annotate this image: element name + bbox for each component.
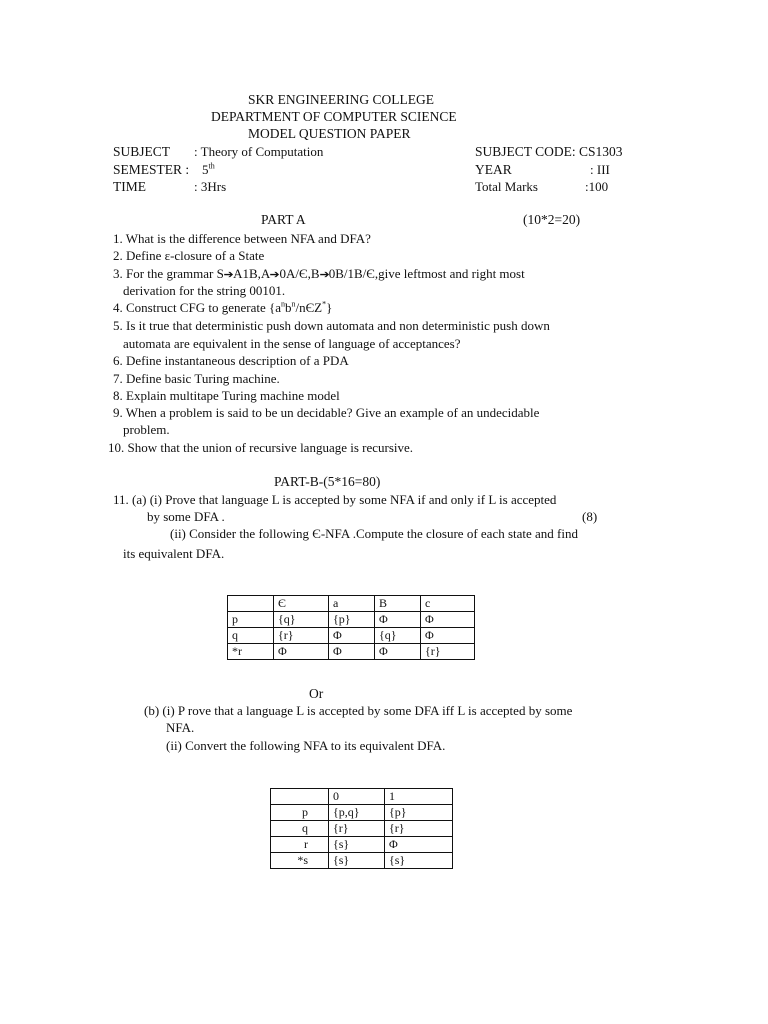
question-9: 9. When a problem is said to be un decidable? Give an example of an undecidable <box>113 405 540 420</box>
question-3: 3. For the grammar S➔A1B,A➔0A/Є,B➔0B/1B/Є,give leftmost and right most <box>113 266 525 281</box>
table-cell: {s} <box>329 837 385 853</box>
question-3-cont: derivation for the string 00101. <box>123 283 286 298</box>
table-cell <box>271 789 329 805</box>
question-11a-ii-cont: its equivalent DFA. <box>123 546 225 561</box>
table-row <box>271 821 453 837</box>
question-11b-i: (b) (i) P rove that a language L is accepted by some DFA iff L is accepted by some <box>144 703 573 718</box>
time-value: : 3Hrs <box>194 179 227 194</box>
table-row <box>271 837 453 853</box>
table-cell: Φ <box>385 837 453 853</box>
subject-label: SUBJECT <box>113 144 171 159</box>
table-cell: {p,q} <box>329 805 385 821</box>
table-cell <box>228 596 274 612</box>
table-cell: Φ <box>375 612 421 628</box>
table-cell: 0 <box>329 789 385 805</box>
question-1: 1. What is the difference between NFA and DFA? <box>113 231 371 246</box>
part-b-title: PART-B-(5*16=80) <box>274 474 381 489</box>
paper-title: MODEL QUESTION PAPER <box>248 126 411 141</box>
table-cell: r <box>271 837 329 853</box>
question-9-cont: problem. <box>123 422 170 437</box>
question-11a-i: 11. (a) (i) Prove that language L is accepted by some NFA if and only if L is accepted <box>113 492 557 507</box>
table-cell: Φ <box>421 628 475 644</box>
table-row <box>271 805 453 821</box>
table-cell: Є <box>274 596 329 612</box>
table-cell: {p} <box>329 612 375 628</box>
table-cell: a <box>329 596 375 612</box>
nfa-transition-table <box>270 788 453 869</box>
enfa-transition-table <box>227 595 475 660</box>
question-8: 8. Explain multitape Turing machine model <box>113 388 340 403</box>
question-2: 2. Define ε-closure of a State <box>113 248 265 263</box>
question-4: 4. Construct CFG to generate $\{a^nb^n/nЄZ^*\}$ <box>113 299 333 315</box>
arrow-icon: ➔ <box>319 269 330 281</box>
subject-code: SUBJECT CODE: CS1303 <box>475 144 623 159</box>
table-cell: 1 <box>385 789 453 805</box>
question-11b-ii: (ii) Convert the following NFA to its equivalent DFA. <box>166 738 446 753</box>
year-value: : III <box>590 162 610 177</box>
table-cell: {r} <box>274 628 329 644</box>
table-cell: p <box>228 612 274 628</box>
arrow-icon: ➔ <box>223 269 234 281</box>
table-cell: c <box>421 596 475 612</box>
total-marks-label: Total Marks <box>475 179 538 194</box>
part-a-marks: (10*2=20) <box>523 212 581 227</box>
table-row <box>228 628 475 644</box>
table-cell: q <box>271 821 329 837</box>
table-cell: Φ <box>421 612 475 628</box>
table-row <box>228 596 475 612</box>
year-label: YEAR <box>475 162 512 177</box>
question-5-cont: automata are equivalent in the sense of language of acceptances? <box>123 336 461 351</box>
table-cell: Φ <box>329 644 375 660</box>
table-cell: {p} <box>385 805 453 821</box>
table-cell: Φ <box>375 644 421 660</box>
table-cell: {q} <box>375 628 421 644</box>
table-cell: {r} <box>329 821 385 837</box>
question-6: 6. Define instantaneous description of a PDA <box>113 353 349 368</box>
table-row <box>228 612 475 628</box>
semester-label: SEMESTER : <box>113 162 190 177</box>
subject-value: : Theory of Computation <box>194 144 324 159</box>
question-7: 7. Define basic Turing machine. <box>113 371 280 386</box>
table-row <box>271 789 453 805</box>
table-row <box>271 853 453 869</box>
arrow-icon: ➔ <box>269 269 280 281</box>
table-cell: p <box>271 805 329 821</box>
department-name: DEPARTMENT OF COMPUTER SCIENCE <box>211 109 457 124</box>
question-5: 5. Is it true that deterministic push down automata and non deterministic push down <box>113 318 550 333</box>
question-11a-i-marks: (8) <box>582 509 598 524</box>
table-cell: {s} <box>329 853 385 869</box>
part-a-title: PART A <box>261 212 306 227</box>
table-cell: *s <box>271 853 329 869</box>
question-11b-i-cont: NFA. <box>166 720 195 735</box>
table-cell: {q} <box>274 612 329 628</box>
table-cell: *r <box>228 644 274 660</box>
table-row <box>228 644 475 660</box>
table-cell: Φ <box>274 644 329 660</box>
table-cell: {s} <box>385 853 453 869</box>
question-11a-ii: (ii) Consider the following Є-NFA .Compute the closure of each state and find <box>170 526 579 541</box>
college-name: SKR ENGINEERING COLLEGE <box>248 92 434 107</box>
table-cell: q <box>228 628 274 644</box>
or-separator: Or <box>309 686 324 701</box>
question-10: 10. Show that the union of recursive language is recursive. <box>108 440 414 455</box>
time-label: TIME <box>113 179 146 194</box>
total-marks-value: :100 <box>585 179 609 194</box>
semester-value: 5th <box>202 161 215 177</box>
table-cell: B <box>375 596 421 612</box>
table-cell: Φ <box>329 628 375 644</box>
table-cell: {r} <box>421 644 475 660</box>
table-cell: {r} <box>385 821 453 837</box>
question-11a-i-cont: by some DFA . <box>147 509 225 524</box>
